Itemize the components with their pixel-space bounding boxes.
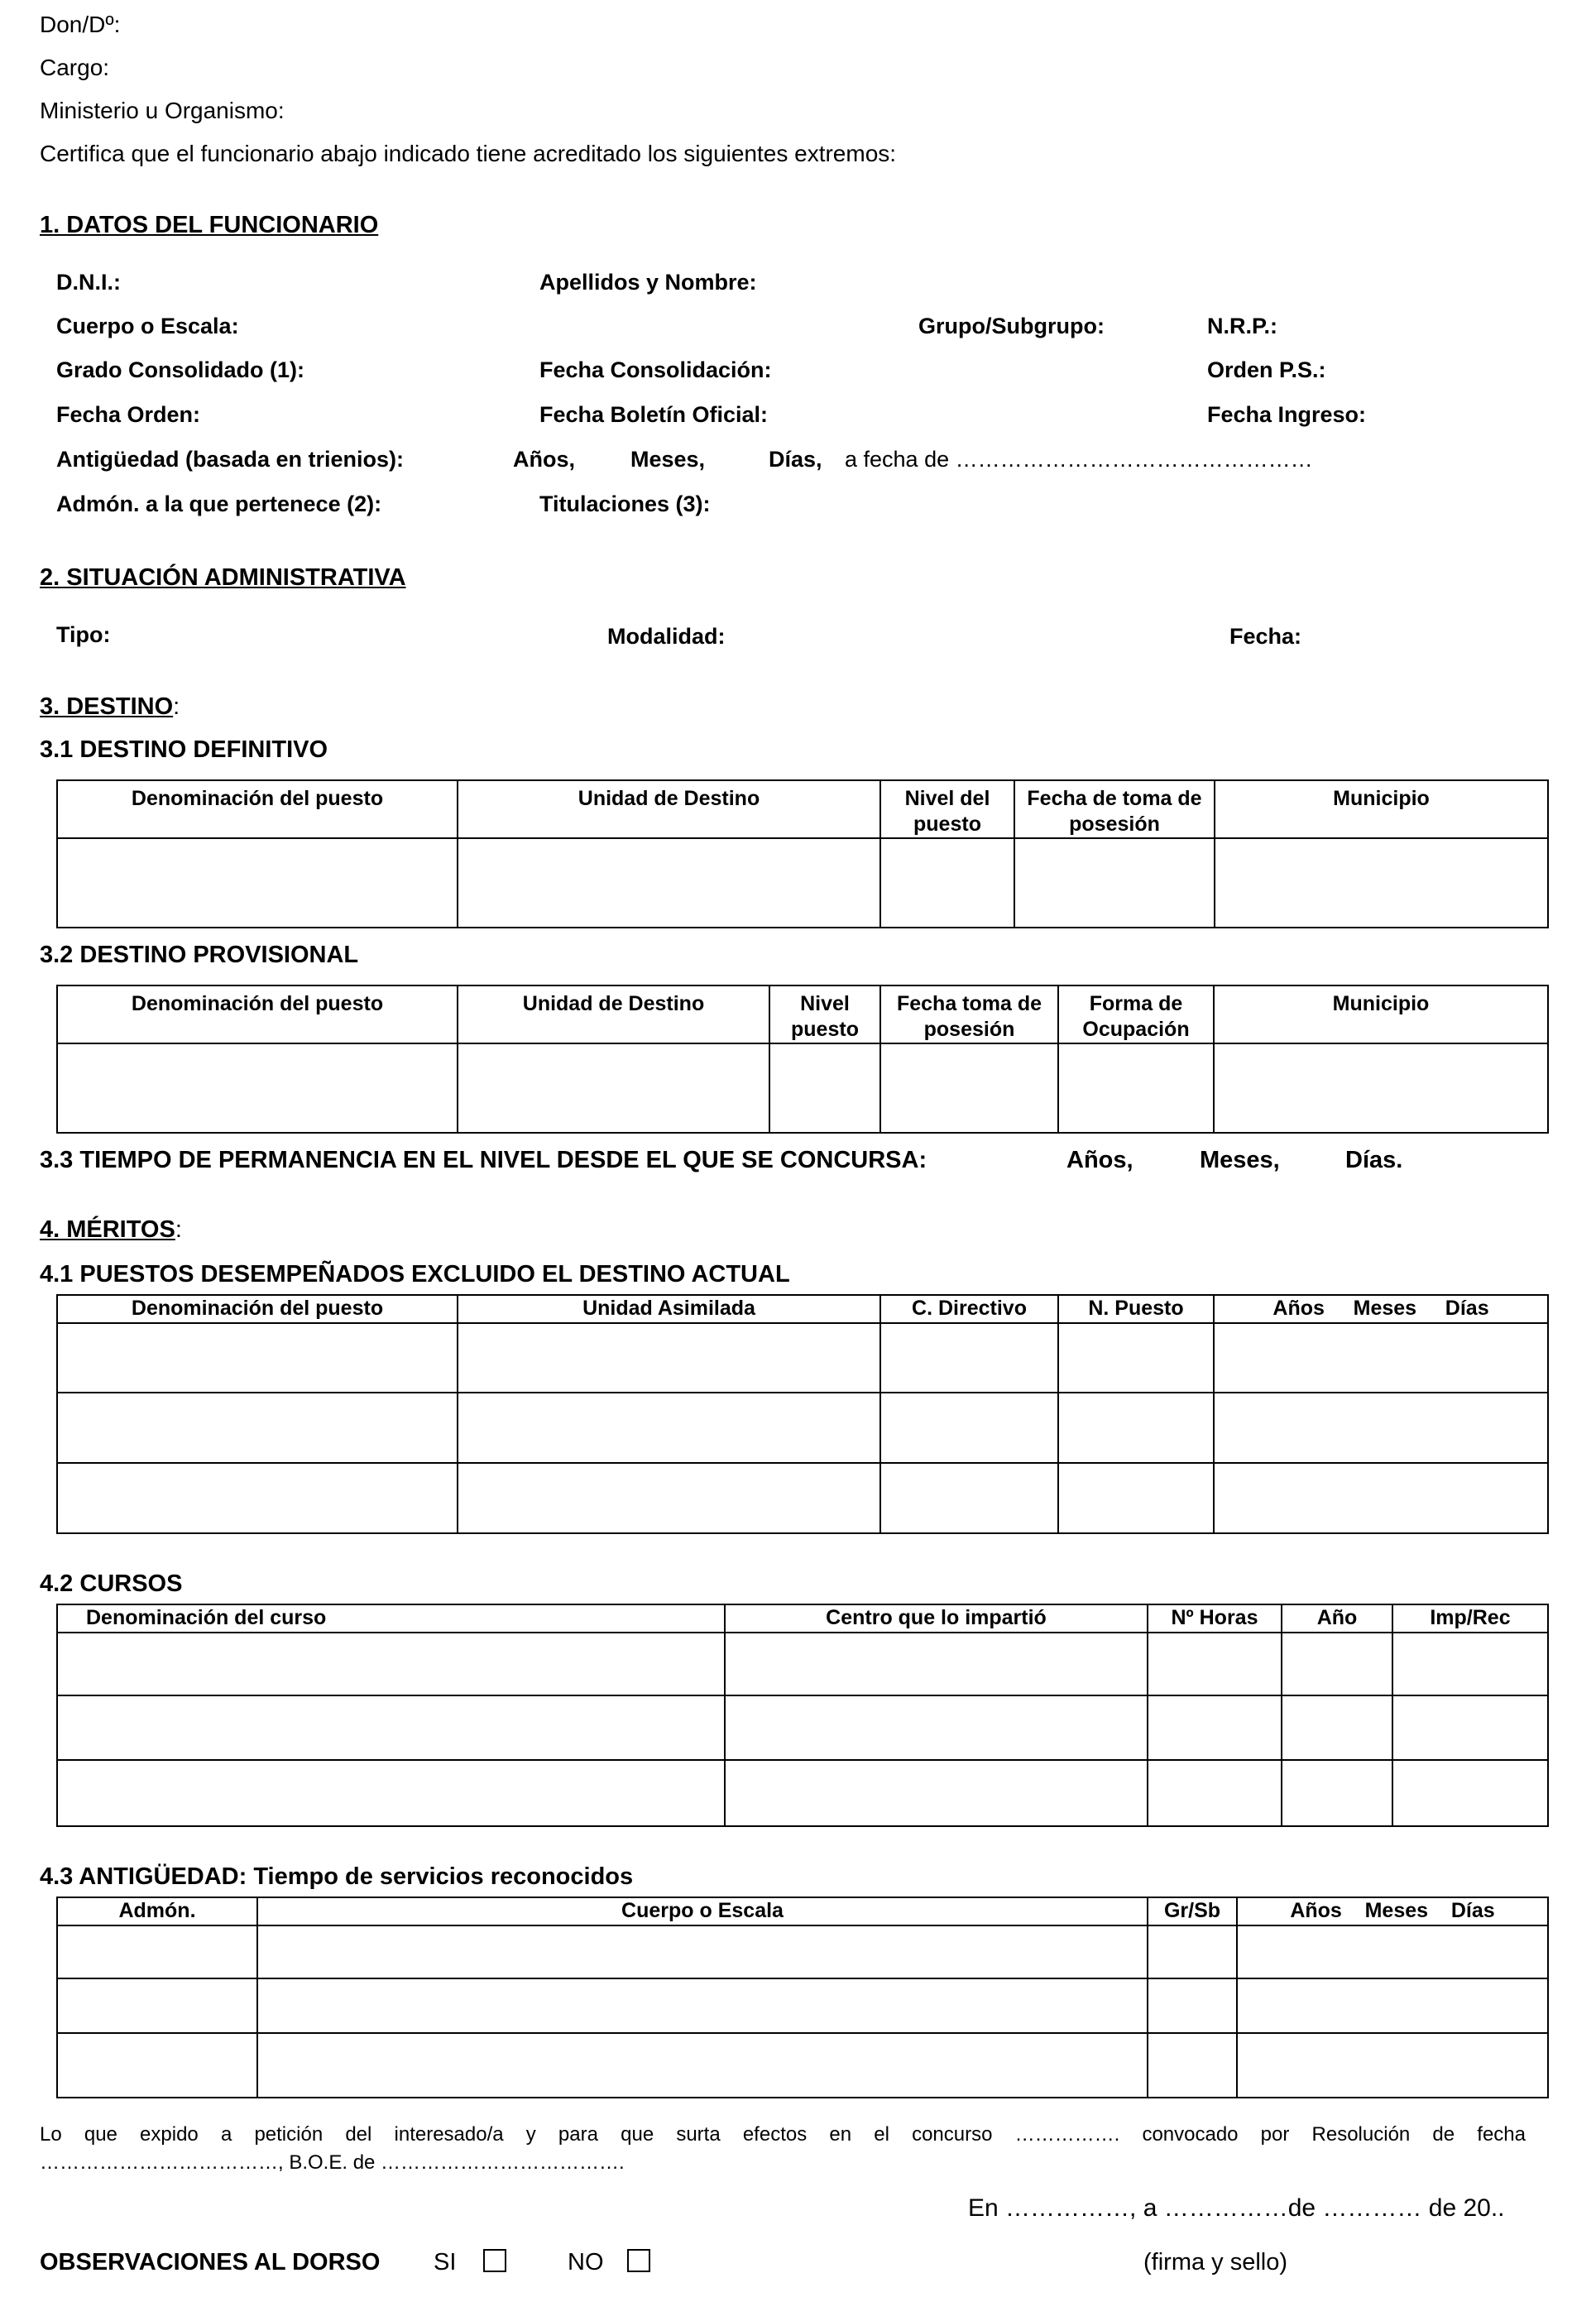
table-cell[interactable]: [1392, 1760, 1548, 1826]
don-label: Don/Dº:: [40, 12, 121, 37]
cursos-title: 4.2 CURSOS: [40, 1570, 183, 1597]
table-cell[interactable]: [1237, 2033, 1548, 2098]
col-header: Año: [1282, 1604, 1392, 1633]
table-cell[interactable]: [1058, 1323, 1214, 1393]
lugar-fecha-line: En ……………, a ……………de ………… de 20..: [968, 2194, 1505, 2222]
table-cell[interactable]: [1014, 838, 1215, 928]
si-checkbox[interactable]: [483, 2249, 506, 2272]
cursos-table: [56, 1604, 1549, 1827]
certifica-text: Certifica que el funcionario abajo indicado tiene acreditado los siguientes extremos:: [40, 141, 897, 166]
col-header: Años Meses Días: [1214, 1295, 1548, 1323]
table-cell[interactable]: [769, 1043, 880, 1133]
antiguedad-dias-label: Días,: [769, 447, 822, 472]
table-cell[interactable]: [1392, 1633, 1548, 1695]
table-cell[interactable]: [57, 1393, 458, 1463]
antiguedad-anos-label: Años,: [513, 447, 576, 472]
table-cell[interactable]: [1148, 1760, 1282, 1826]
table-cell[interactable]: [57, 838, 458, 928]
orden-ps-label: Orden P.S.:: [1207, 357, 1326, 382]
permanencia-meses: Meses,: [1200, 1147, 1280, 1173]
antiguedad-servicios-title: 4.3 ANTIGÜEDAD: Tiempo de servicios reconocidos: [40, 1863, 634, 1890]
fecha-boletin-label: Fecha Boletín Oficial:: [539, 402, 769, 427]
table-cell[interactable]: [1148, 1925, 1237, 1978]
table-cell[interactable]: [880, 1323, 1058, 1393]
observaciones-label: OBSERVACIONES AL DORSO: [40, 2249, 381, 2275]
si-label: SI: [434, 2249, 457, 2275]
col-header: Nº Horas: [1148, 1604, 1282, 1633]
table-cell[interactable]: [1058, 1393, 1214, 1463]
col-header: Municipio: [1214, 985, 1548, 1043]
destino-provisional-title: 3.2 DESTINO PROVISIONAL: [40, 942, 359, 968]
table-cell[interactable]: [1214, 1393, 1548, 1463]
table-cell[interactable]: [1237, 1978, 1548, 2033]
table-cell[interactable]: [1282, 1695, 1392, 1760]
col-header: Años Meses Días: [1237, 1897, 1548, 1925]
col-header: Nivel del puesto: [880, 780, 1014, 838]
section-3-title-text: 3. DESTINO: [40, 693, 174, 720]
table-cell[interactable]: [725, 1633, 1148, 1695]
table-cell[interactable]: [1214, 1463, 1548, 1533]
permanencia-label: 3.3 TIEMPO DE PERMANENCIA EN EL NIVEL DESDE EL QUE SE CONCURSA:: [40, 1147, 927, 1173]
table-cell[interactable]: [57, 1043, 458, 1133]
col-header: Denominación del curso: [57, 1604, 725, 1633]
col-header: Unidad Asimilada: [458, 1295, 880, 1323]
col-header: Forma de Ocupación: [1058, 985, 1214, 1043]
table-cell[interactable]: [1214, 1323, 1548, 1393]
a-fecha-de-text: a fecha de …………………………………………: [845, 447, 1313, 472]
col-header: Fecha de toma de posesión: [1014, 780, 1215, 838]
table-cell[interactable]: [57, 1695, 725, 1760]
col-header: C. Directivo: [880, 1295, 1058, 1323]
puestos-table: [56, 1294, 1549, 1534]
table-cell[interactable]: [1148, 1978, 1237, 2033]
table-cell[interactable]: [1148, 2033, 1237, 2098]
expido-text-line2: ………………………………, B.O.E. de ……………………………….: [40, 2151, 625, 2174]
expido-text-line1: Lo que expido a petición del interesado/a y para que surta efectos en el concurso ……………. convocado por Resolución de fecha: [40, 2123, 1526, 2146]
section-4-colon: :: [175, 1216, 182, 1243]
col-header: Denominación del puesto: [57, 1295, 458, 1323]
section-4-title-text: 4. MÉRITOS: [40, 1216, 175, 1243]
table-cell[interactable]: [257, 2033, 1148, 2098]
fecha-consolidacion-label: Fecha Consolidación:: [539, 357, 772, 382]
table-cell[interactable]: [880, 1043, 1058, 1133]
no-checkbox[interactable]: [627, 2249, 650, 2272]
grupo-label: Grupo/Subgrupo:: [918, 314, 1105, 338]
modalidad-label: Modalidad:: [607, 624, 726, 649]
section-2-title: 2. SITUACIÓN ADMINISTRATIVA: [40, 564, 406, 591]
antiguedad-label: Antigüedad (basada en trienios):: [56, 447, 405, 472]
permanencia-anos: Años,: [1066, 1147, 1133, 1173]
section-1-title: 1. DATOS DEL FUNCIONARIO: [40, 212, 379, 238]
table-cell[interactable]: [1148, 1633, 1282, 1695]
destino-provisional-table: [56, 985, 1549, 1134]
col-header: Unidad de Destino: [458, 780, 880, 838]
grado-label: Grado Consolidado (1):: [56, 357, 304, 382]
col-header: Gr/Sb: [1148, 1897, 1237, 1925]
col-header: Nivel puesto: [769, 985, 880, 1043]
table-cell[interactable]: [1215, 838, 1548, 928]
table-cell[interactable]: [458, 1393, 880, 1463]
col-header: Fecha toma de posesión: [880, 985, 1058, 1043]
table-cell[interactable]: [880, 1463, 1058, 1533]
table-cell[interactable]: [458, 1043, 769, 1133]
fecha-ingreso-label: Fecha Ingreso:: [1207, 402, 1367, 427]
table-cell[interactable]: [1282, 1633, 1392, 1695]
tipo-label: Tipo:: [56, 622, 111, 647]
fecha-label: Fecha:: [1229, 624, 1302, 649]
col-header: Cuerpo o Escala: [257, 1897, 1148, 1925]
table-cell[interactable]: [725, 1760, 1148, 1826]
destino-definitivo-table: [56, 779, 1549, 928]
table-cell[interactable]: [1148, 1695, 1282, 1760]
section-3-title: [40, 693, 180, 721]
col-header: Unidad de Destino: [458, 985, 769, 1043]
col-header: Denominación del puesto: [57, 780, 458, 838]
table-cell[interactable]: [1214, 1043, 1548, 1133]
cargo-label: Cargo:: [40, 55, 110, 80]
firma-sello-label: (firma y sello): [1143, 2249, 1288, 2275]
antiguedad-meses-label: Meses,: [630, 447, 706, 472]
titulaciones-label: Titulaciones (3):: [539, 492, 711, 516]
section-4-title: [40, 1216, 182, 1244]
table-cell[interactable]: [257, 1925, 1148, 1978]
table-cell[interactable]: [57, 1323, 458, 1393]
permanencia-dias: Días.: [1345, 1147, 1403, 1173]
admon-label: Admón. a la que pertenece (2):: [56, 492, 382, 516]
table-cell[interactable]: [1058, 1463, 1214, 1533]
puestos-desempenados-title: 4.1 PUESTOS DESEMPEÑADOS EXCLUIDO EL DESTINO ACTUAL: [40, 1261, 790, 1288]
table-cell[interactable]: [725, 1695, 1148, 1760]
table-cell[interactable]: [1237, 1925, 1548, 1978]
table-cell[interactable]: [1392, 1695, 1548, 1760]
no-label: NO: [568, 2249, 604, 2275]
table-cell[interactable]: [57, 2033, 257, 2098]
table-cell[interactable]: [458, 838, 880, 928]
table-cell[interactable]: [458, 1463, 880, 1533]
col-header: N. Puesto: [1058, 1295, 1214, 1323]
antiguedad-table: [56, 1897, 1549, 2098]
cuerpo-label: Cuerpo o Escala:: [56, 314, 239, 338]
table-cell[interactable]: [880, 838, 1014, 928]
col-header: Centro que lo impartió: [725, 1604, 1148, 1633]
table-cell[interactable]: [57, 1463, 458, 1533]
table-cell[interactable]: [257, 1978, 1148, 2033]
table-cell[interactable]: [1282, 1760, 1392, 1826]
fecha-orden-label: Fecha Orden:: [56, 402, 201, 427]
table-cell[interactable]: [1058, 1043, 1214, 1133]
destino-definitivo-title: 3.1 DESTINO DEFINITIVO: [40, 736, 328, 763]
apellidos-label: Apellidos y Nombre:: [539, 270, 757, 295]
table-cell[interactable]: [57, 1978, 257, 2033]
table-cell[interactable]: [57, 1925, 257, 1978]
col-header: Municipio: [1215, 780, 1548, 838]
table-cell[interactable]: [458, 1323, 880, 1393]
table-cell[interactable]: [57, 1760, 725, 1826]
section-3-colon: :: [173, 693, 180, 720]
table-cell[interactable]: [57, 1633, 725, 1695]
dni-label: D.N.I.:: [56, 270, 121, 295]
col-header: Imp/Rec: [1392, 1604, 1548, 1633]
col-header: Admón.: [57, 1897, 257, 1925]
table-cell[interactable]: [880, 1393, 1058, 1463]
ministerio-label: Ministerio u Organismo:: [40, 98, 285, 123]
col-header: Denominación del puesto: [57, 985, 458, 1043]
nrp-label: N.R.P.:: [1207, 314, 1278, 338]
